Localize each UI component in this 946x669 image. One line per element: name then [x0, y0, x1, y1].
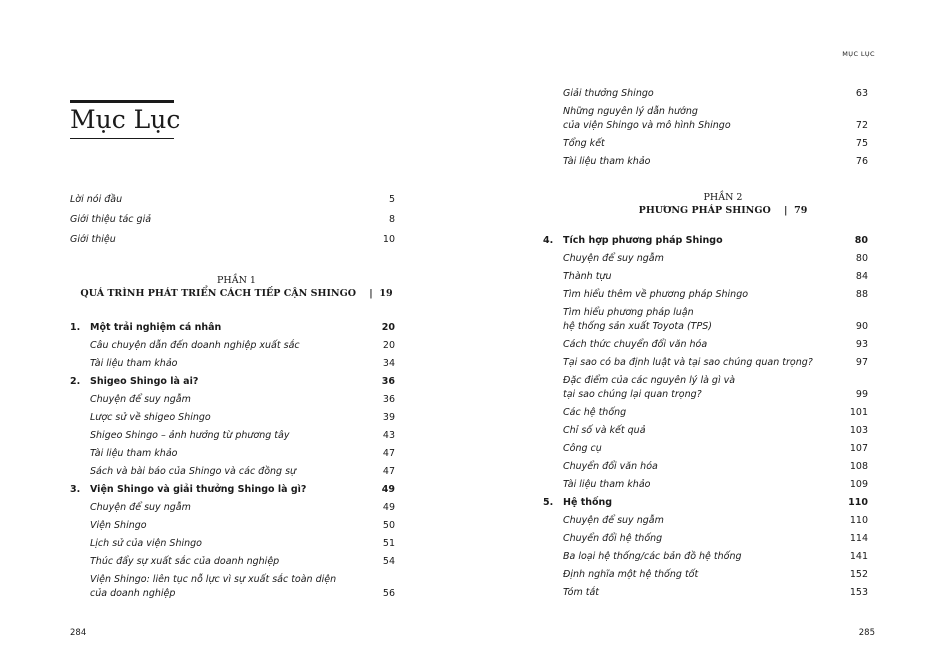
toc-entry-title: Viện Shingo và giải thưởng Shingo là gì?: [90, 484, 307, 495]
toc-entry-title: Lịch sử của viện Shingo: [90, 538, 202, 549]
toc-entry: [563, 87, 868, 101]
toc-entry-title: Chuyện để suy ngẫm: [90, 394, 191, 405]
toc-entry-title: Tóm tắt: [563, 587, 599, 598]
toc-entry-page: 75: [855, 138, 868, 149]
part2-page: 79: [794, 205, 808, 216]
toc-entry-page: 88: [855, 289, 868, 300]
toc-entry: [543, 496, 868, 510]
toc-entry-page: 47: [382, 448, 395, 459]
toc-entry-page: 36: [381, 376, 395, 387]
toc-entry: [90, 357, 395, 371]
part2-title-line: [563, 205, 883, 216]
toc-entry: [563, 550, 868, 564]
toc-entry-number: 3.: [70, 484, 81, 495]
part1-separator: |: [369, 288, 373, 299]
toc-entry-title: Tài liệu tham khảo: [90, 358, 178, 369]
toc-entry: [90, 555, 395, 569]
part1-page: 19: [379, 288, 393, 299]
part1-label: PHẦN 1: [217, 275, 256, 286]
toc-entry-title: Đặc điểm của các nguyên lý là gì và tại sao chúng lại quan trọng?: [563, 375, 736, 400]
toc-entry-title: Tổng kết: [563, 138, 605, 149]
toc-entry-page: 141: [849, 551, 868, 562]
toc-entry: [90, 573, 395, 601]
toc-entry: [563, 338, 868, 352]
toc-entry: [90, 519, 395, 533]
toc-entry-title: Giới thiệu: [70, 234, 116, 245]
toc-entry-page: 108: [849, 461, 868, 472]
toc-title: Mục Lục: [70, 105, 181, 134]
toc-entry: [70, 233, 395, 247]
toc-entry-title: Shigeo Shingo – ảnh hưởng từ phương tây: [90, 430, 290, 441]
toc-entry-title: Shigeo Shingo là ai?: [90, 376, 199, 387]
part2-label: PHẦN 2: [703, 192, 743, 203]
toc-entry-page: 63: [855, 88, 868, 99]
toc-entry: [563, 155, 868, 169]
toc-entry-page: 90: [855, 321, 868, 332]
toc-entry: [90, 465, 395, 479]
toc-entry: [563, 424, 868, 438]
toc-entry-title: Ba loại hệ thống/các bản đồ hệ thống: [563, 551, 742, 562]
toc-entry-page: 110: [848, 497, 868, 508]
toc-entry: [563, 514, 868, 528]
toc-heading: [70, 100, 181, 139]
right-page: [473, 0, 946, 669]
toc-entry: [563, 288, 868, 302]
left-page-number: 284: [70, 628, 87, 638]
toc-entry-page: 99: [855, 389, 868, 400]
toc-entry-page: 43: [382, 430, 395, 441]
toc-entry-title: Chỉ số và kết quả: [563, 425, 646, 436]
toc-entry: [563, 356, 868, 370]
toc-entry-title: Sách và bài báo của Shingo và các đồng sự: [90, 466, 297, 477]
toc-entry-page: 36: [382, 394, 395, 405]
toc-entry-title: Định nghĩa một hệ thống tốt: [563, 569, 699, 580]
toc-entry: [563, 478, 868, 492]
toc-entry: [563, 374, 868, 402]
part2-heading: [563, 192, 883, 216]
toc-entry-page: 5: [388, 194, 395, 205]
title-rule-top: [70, 100, 174, 103]
toc-entry-title: Thành tựu: [563, 271, 612, 282]
toc-entry-title: Chuyển đổi hệ thống: [563, 533, 663, 544]
toc-entry-title: Một trải nghiệm cá nhân: [90, 322, 222, 333]
toc-entry-title: Tài liệu tham khảo: [563, 479, 651, 490]
toc-entry: [90, 447, 395, 461]
toc-entry: [563, 586, 868, 600]
toc-entry-page: 110: [849, 515, 868, 526]
part1-title-line: [80, 288, 393, 299]
toc-entry: [90, 501, 395, 515]
toc-entry: [563, 270, 868, 284]
toc-entry-page: 103: [849, 425, 868, 436]
toc-entry-title: Công cụ: [563, 443, 602, 454]
part2-title: PHƯƠNG PHÁP SHINGO: [638, 205, 771, 216]
toc-entry-title: Những nguyên lý dẫn hướng của viện Shingo và mô hình Shingo: [563, 106, 731, 131]
toc-entry-page: 39: [382, 412, 395, 423]
toc-entry-page: 20: [382, 340, 395, 351]
toc-entry-title: Cách thức chuyển đổi văn hóa: [563, 339, 708, 350]
toc-entry-page: 10: [382, 234, 395, 245]
toc-entry-number: 4.: [543, 235, 554, 246]
toc-entry-page: 97: [855, 357, 868, 368]
toc-entry: [563, 568, 868, 582]
toc-entry-page: 72: [855, 120, 868, 131]
toc-entry: [543, 234, 868, 248]
toc-entry-title: Giới thiệu tác giả: [70, 214, 152, 225]
toc-entry-page: 34: [382, 358, 395, 369]
toc-entry: [563, 105, 868, 133]
toc-entry-title: Giải thưởng Shingo: [563, 88, 654, 99]
toc-entry-title: Tìm hiểu thêm về phương pháp Shingo: [563, 289, 749, 300]
toc-entry-page: 153: [849, 587, 868, 598]
toc-entry-page: 152: [849, 569, 868, 580]
part2-separator: |: [783, 205, 788, 216]
toc-entry-number: 5.: [543, 497, 554, 508]
toc-entry: [563, 442, 868, 456]
toc-entry: [90, 411, 395, 425]
toc-entry-title: Chuyện để suy ngẫm: [563, 253, 664, 264]
toc-entry: [563, 406, 868, 420]
toc-entry: [70, 193, 395, 207]
toc-entry: [563, 532, 868, 546]
toc-entry-page: 49: [382, 502, 395, 513]
part1-heading: [80, 275, 393, 299]
title-rule-bottom: [70, 138, 174, 139]
toc-entry-page: 114: [849, 533, 868, 544]
toc-entry-title: Viện Shingo: [90, 520, 147, 531]
toc-entry-page: 76: [855, 156, 868, 167]
toc-entry-page: 56: [382, 588, 395, 599]
toc-entry: [90, 429, 395, 443]
toc-entry-title: Câu chuyện dẫn đến doanh nghiệp xuất sắc: [90, 340, 300, 351]
right-page-number: 285: [858, 628, 875, 638]
toc-entry-title: Tại sao có ba định luật và tại sao chúng quan trọng?: [563, 357, 813, 368]
toc-entry-page: 51: [382, 538, 395, 549]
running-head: MỤC LỤC: [842, 50, 875, 58]
toc-entry-title: Lược sử về shigeo Shingo: [90, 412, 211, 423]
toc-entry: [563, 306, 868, 334]
toc-entry-title: Hệ thống: [563, 497, 613, 508]
toc-entry-title: Chuyển đổi văn hóa: [563, 461, 658, 472]
toc-entry-page: 80: [854, 235, 868, 246]
toc-entry-number: 2.: [70, 376, 81, 387]
toc-entry-page: 107: [849, 443, 868, 454]
toc-entry: [70, 321, 395, 335]
toc-entry-page: 80: [855, 253, 868, 264]
toc-entry-title: Tài liệu tham khảo: [90, 448, 178, 459]
part1-title: QUÁ TRÌNH PHÁT TRIỂN CÁCH TIẾP CẬN SHINGO: [80, 288, 356, 299]
toc-entry-title: Viện Shingo: liên tục nỗ lực vì sự xuất sắc toàn diện của doanh nghiệp: [90, 574, 337, 599]
toc-entry: [90, 537, 395, 551]
toc-entry: [70, 213, 395, 227]
toc-entry-number: 1.: [70, 322, 81, 333]
toc-entry-title: Thúc đẩy sự xuất sắc của doanh nghiệp: [90, 556, 280, 567]
toc-entry: [70, 375, 395, 389]
toc-entry-page: 8: [388, 214, 395, 225]
toc-entry-page: 109: [849, 479, 868, 490]
toc-entry: [563, 460, 868, 474]
toc-entry: [563, 252, 868, 266]
toc-entry-title: Tích hợp phương pháp Shingo: [563, 235, 723, 246]
toc-entry-page: 93: [855, 339, 868, 350]
toc-entry: [90, 339, 395, 353]
toc-entry: [563, 137, 868, 151]
toc-entry: [70, 483, 395, 497]
toc-entry-title: Chuyện để suy ngẫm: [563, 515, 664, 526]
toc-entry-title: Lời nói đầu: [70, 194, 123, 205]
toc-entry-title: Các hệ thống: [563, 407, 627, 418]
toc-entry-page: 49: [381, 484, 395, 495]
toc-entry-page: 101: [849, 407, 868, 418]
toc-entry-page: 47: [382, 466, 395, 477]
toc-entry-page: 84: [855, 271, 868, 282]
toc-entry-title: Tìm hiểu phương pháp luận hệ thống sản xuất Toyota (TPS): [563, 307, 712, 332]
toc-entry: [90, 393, 395, 407]
toc-entry-page: 20: [381, 322, 395, 333]
toc-entry-title: Chuyện để suy ngẫm: [90, 502, 191, 513]
toc-entry-title: Tài liệu tham khảo: [563, 156, 651, 167]
toc-entry-page: 50: [382, 520, 395, 531]
toc-entry-page: 54: [382, 556, 395, 567]
